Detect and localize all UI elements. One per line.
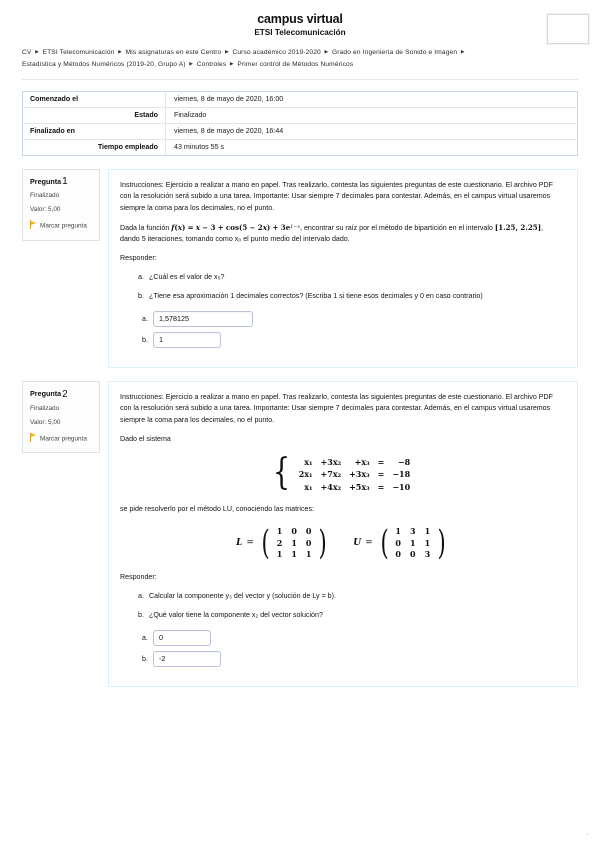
header-divider xyxy=(22,79,578,80)
chevron-right-icon: ► xyxy=(323,49,330,56)
question-number-2 xyxy=(30,388,93,400)
answer-row-a xyxy=(142,630,564,646)
equation-system xyxy=(120,451,564,493)
flag-label: Marcar pregunta xyxy=(40,222,87,230)
statement-mid: , encontrar su raíz por el método de bipartición en el intervalo xyxy=(300,224,493,233)
summary-key-started: Comenzado el xyxy=(30,95,79,104)
question-block-2 xyxy=(22,381,578,687)
question-info-panel-1 xyxy=(22,169,100,241)
answer-row-b xyxy=(142,651,564,667)
eq1-term2: +3x₂ xyxy=(320,456,342,467)
breadcrumb-item-etsi[interactable]: ETSI Telecomunicación xyxy=(42,49,115,56)
table-row xyxy=(295,468,414,480)
breadcrumb-item-curso[interactable]: Curso académico 2019-2020 xyxy=(232,49,321,56)
interval-value: [1.25, 2.25] xyxy=(494,223,542,233)
question-label: Pregunta xyxy=(30,389,62,399)
site-title: campus virtual xyxy=(257,12,343,26)
U-r2c0: 0 xyxy=(395,549,401,560)
question-grade-2: Valor: 5,00 xyxy=(30,418,61,426)
L-r1c0: 2 xyxy=(276,537,283,548)
eq3-rhs: −10 xyxy=(392,481,411,492)
answer-group-2 xyxy=(142,630,564,667)
U-r2c1: 0 xyxy=(409,549,416,560)
responder-label-2: Responder: xyxy=(120,573,157,581)
table-row xyxy=(391,525,435,537)
sub-text-a: Calcular la componente y₃ del vector y (solución de Ly = b). xyxy=(149,592,336,601)
flag-question-1[interactable] xyxy=(30,220,93,232)
matrix-L-table xyxy=(272,525,316,560)
list-item xyxy=(138,272,564,283)
L-r1c2: 0 xyxy=(305,537,312,548)
table-row xyxy=(391,548,435,560)
left-paren-icon: ( xyxy=(380,522,389,563)
table-row xyxy=(295,456,414,468)
L-r0c1: 0 xyxy=(291,526,297,537)
left-paren-icon: ( xyxy=(261,522,270,563)
answer-marker-a: a. xyxy=(142,315,148,324)
L-r2c1: 1 xyxy=(291,549,297,560)
flag-icon xyxy=(30,433,37,442)
L-r2c0: 1 xyxy=(276,549,283,560)
answer-input-1b[interactable]: 1 xyxy=(153,332,221,348)
sub-marker-b: b. xyxy=(138,291,144,300)
U-r2c2: 3 xyxy=(424,549,431,560)
question-instructions-2: Instrucciones: Ejercicio a realizar a mano en papel. Tras realizarlo, contesta las siguientes preguntas de este cuestionario. El archivo PDF con la resolución será subido a una tarea. Importante: Usar siempre 7 decimales para contestar. Además, en el campus virtual usaremos siempre la coma para los decimales, no el punto. xyxy=(120,393,553,424)
eq2-term1: 2x₁ xyxy=(298,469,313,480)
question-index: 1 xyxy=(62,176,68,188)
answer-input-1a[interactable]: 1,578125 xyxy=(153,311,253,327)
matrix-L-name: L xyxy=(236,537,243,548)
chevron-right-icon: ► xyxy=(188,62,195,69)
summary-key-finished: Finalizado en xyxy=(23,123,166,139)
U-r0c2: 1 xyxy=(424,526,431,537)
eq2-term3: +3x₃ xyxy=(349,469,370,480)
matrix-L-equals: = xyxy=(246,537,254,548)
summary-value-elapsed: 43 minutos 55 s xyxy=(166,139,578,155)
eq1-term1: x₁ xyxy=(304,456,313,467)
list-item xyxy=(138,291,564,302)
sub-text-b: ¿Qué valor tiene la componente x₂ del vector solución? xyxy=(149,610,323,619)
eq2-term2: +7x₂ xyxy=(320,469,342,480)
sub-question-list-2 xyxy=(138,591,564,621)
matrix-U-table xyxy=(391,525,435,560)
answer-marker-a: a. xyxy=(142,634,148,643)
page-header xyxy=(0,0,600,38)
left-brace-icon: { xyxy=(272,451,290,493)
breadcrumb-item-grado[interactable]: Grado en Ingeniería de Sonido e Imagen xyxy=(331,49,458,56)
table-row xyxy=(295,480,414,492)
matrix-U xyxy=(353,522,448,563)
eq3-term1: x₁ xyxy=(304,481,313,492)
breadcrumb-item-asignatura[interactable]: Estadística y Métodos Numéricos (2019-20, Grupo A) xyxy=(22,61,186,69)
attempt-summary-table xyxy=(22,91,578,156)
chevron-right-icon: ► xyxy=(117,49,124,56)
list-item xyxy=(138,591,564,602)
question-number-1 xyxy=(30,176,93,188)
U-r1c0: 0 xyxy=(395,537,401,548)
eq2-equals: = xyxy=(377,469,385,480)
responder-label-1: Responder: xyxy=(120,253,157,262)
avatar[interactable] xyxy=(547,14,589,44)
question-index: 2 xyxy=(62,388,68,400)
system-intro: Dado el sistema xyxy=(120,435,171,444)
list-item xyxy=(138,610,564,621)
matrix-U-name: U xyxy=(353,537,362,548)
answer-group-1 xyxy=(142,311,564,348)
eq3-term3: +5x₃ xyxy=(349,481,370,492)
site-subtitle: ETSI Telecomunicación xyxy=(254,28,346,37)
eq2-rhs: −18 xyxy=(392,469,411,480)
flag-icon xyxy=(30,220,37,229)
answer-input-2b[interactable]: -2 xyxy=(153,651,221,667)
U-r1c2: 1 xyxy=(424,537,431,548)
chevron-right-icon: ► xyxy=(459,49,466,56)
question-content-1 xyxy=(108,169,578,368)
eq3-term2: +4x₂ xyxy=(320,481,342,492)
equation-table xyxy=(295,456,414,493)
table-row xyxy=(272,537,316,549)
U-r0c1: 3 xyxy=(409,526,416,537)
sub-text-b: ¿Tiene esa aproximación 1 decimales correctos? (Escriba 1 si tiene esos decimales y 0 en caso contrario) xyxy=(149,291,483,300)
question-state-1: Finalizado xyxy=(30,192,60,200)
eq3-equals: = xyxy=(377,481,385,492)
eq1-term3: +x₃ xyxy=(354,456,370,467)
table-row xyxy=(23,123,578,139)
U-r1c1: 1 xyxy=(409,537,416,548)
summary-value-started: viernes, 8 de mayo de 2020, 16:00 xyxy=(166,91,578,107)
sub-question-list-1 xyxy=(138,272,564,302)
table-row xyxy=(391,537,435,549)
table-row xyxy=(272,525,316,537)
L-r0c2: 0 xyxy=(305,526,312,537)
sub-text-a: ¿Cuál es el valor de x₅? xyxy=(149,273,225,282)
question-instructions-1: Instrucciones: Ejercicio a realizar a mano en papel. Tras realizarlo, contesta las siguientes preguntas de este cuestionario. El archivo PDF con la resolución será subido a una tarea. Importante: Usar siempre 7 decimales para contestar. Además, en el campus virtual usaremos siempre la coma para los decimales, no el punto. xyxy=(120,180,553,212)
eq1-equals: = xyxy=(377,456,385,467)
answer-row-a xyxy=(142,311,564,327)
sub-marker-a: a. xyxy=(138,592,144,601)
table-row xyxy=(23,139,578,155)
breadcrumb-item-cv[interactable]: CV xyxy=(22,49,32,56)
matrices-group xyxy=(120,522,564,563)
table-row xyxy=(23,107,578,123)
sub-marker-a: a. xyxy=(138,273,144,282)
summary-key-state: Estado xyxy=(23,107,166,123)
chevron-right-icon: ► xyxy=(33,49,41,56)
function-formula: $f(x) = x - 3 + \cos(5 - 2x) + 3e^{1-x}$ xyxy=(171,223,301,233)
U-r0c0: 1 xyxy=(395,526,401,537)
summary-value-finished: viernes, 8 de mayo de 2020, 16:44 xyxy=(166,123,578,139)
question-state-2: Finalizado xyxy=(30,404,60,412)
matrix-L xyxy=(236,522,329,563)
chevron-right-icon: ► xyxy=(228,62,235,69)
eq1-rhs: −8 xyxy=(397,456,411,467)
matrix-U-equals: = xyxy=(365,537,373,548)
flag-question-2[interactable] xyxy=(30,433,93,445)
question-grade-1: Valor: 5,00 xyxy=(30,206,61,214)
breadcrumb xyxy=(22,47,542,72)
flag-label: Marcar pregunta xyxy=(40,435,87,443)
question-label: Pregunta xyxy=(30,176,62,186)
answer-marker-b: b. xyxy=(142,655,148,664)
statement-post: , dando 5 iteraciones, tomando como x₀ el punto medio del intervalo dado. xyxy=(120,224,544,244)
answer-input-2a[interactable]: 0 xyxy=(153,630,211,646)
table-row xyxy=(272,548,316,560)
right-paren-icon: ) xyxy=(437,522,446,563)
question-content-2 xyxy=(108,381,578,687)
breadcrumb-item-control[interactable]: Primer control de Métodos Numéricos xyxy=(237,61,354,69)
answer-row-b xyxy=(142,332,564,348)
summary-value-state: Finalizado xyxy=(166,107,578,123)
footer-mark: . xyxy=(586,831,588,837)
L-r2c2: 1 xyxy=(305,549,312,560)
breadcrumb-item-mis-asignaturas[interactable]: Mis asignaturas en este Centro xyxy=(125,49,222,56)
question-block-1 xyxy=(22,169,578,368)
right-paren-icon: ) xyxy=(318,522,327,563)
answer-marker-b: b. xyxy=(142,336,148,345)
sub-marker-b: b. xyxy=(138,610,144,619)
breadcrumb-item-controles[interactable]: Controles xyxy=(196,61,227,69)
question-statement-1 xyxy=(120,222,564,246)
L-r0c0: 1 xyxy=(276,526,283,537)
question-info-panel-2 xyxy=(22,381,100,453)
method-text: se pide resolverlo por el método LU, conociendo las matrices: xyxy=(120,504,314,513)
chevron-right-icon: ► xyxy=(223,49,230,56)
statement-pre: Dada la función xyxy=(120,224,170,233)
summary-key-elapsed: Tiempo empleado xyxy=(23,139,166,155)
table-row xyxy=(23,91,578,107)
L-r1c1: 1 xyxy=(291,537,297,548)
